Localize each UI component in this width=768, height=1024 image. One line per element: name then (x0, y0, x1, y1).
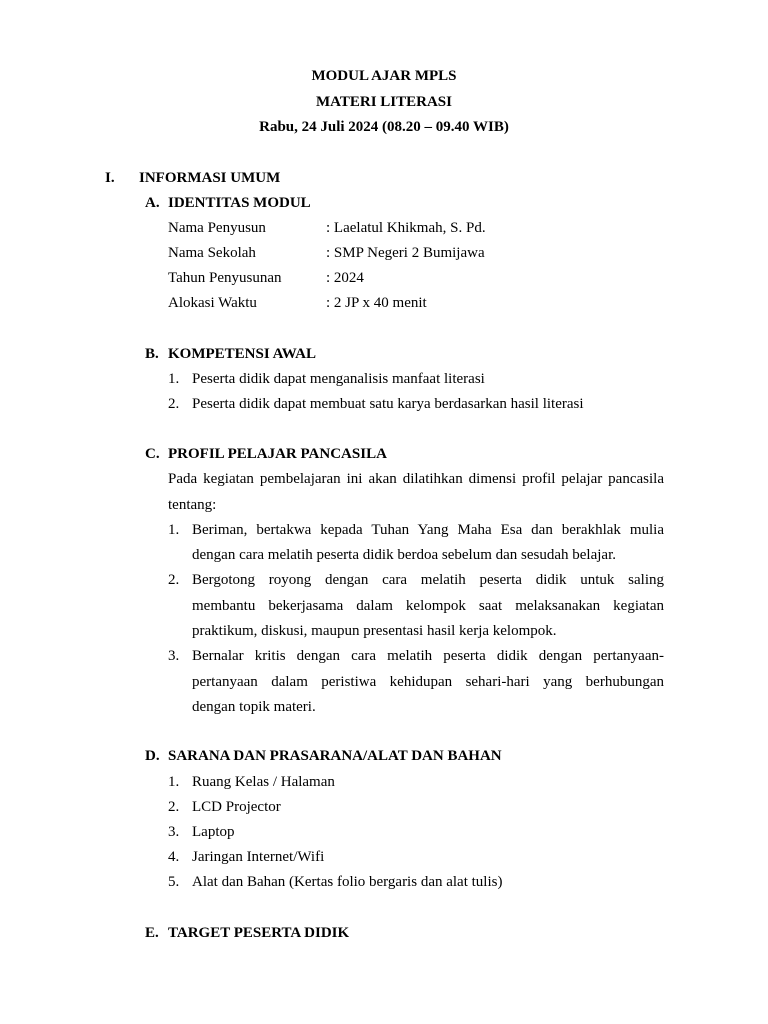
document-title: MODUL AJAR MPLS (311, 68, 457, 84)
identity-value: : Laelatul Khikmah, S. Pd. (326, 220, 486, 236)
list-item: Alat dan Bahan (Kertas folio bergaris dan alat tulis) (192, 874, 503, 890)
section-heading: INFORMASI UMUM (139, 170, 281, 186)
list-number: 2. (168, 572, 180, 588)
subsection-letter: D. (145, 748, 160, 764)
subsection-heading: KOMPETENSI AWAL (168, 346, 316, 362)
subsection-heading: SARANA DAN PRASARANA/ALAT DAN BAHAN (168, 748, 502, 764)
list-item-line: membantu bekerjasama dalam kelompok saat melaksanakan kegiatan (192, 598, 664, 614)
identity-value: : SMP Negeri 2 Bumijawa (326, 245, 485, 261)
list-number: 3. (168, 648, 180, 664)
list-item: Ruang Kelas / Halaman (192, 774, 335, 790)
list-item-line: pertanyaan dalam peristiwa kehidupan sehari-hari yang berhubungan (192, 674, 664, 690)
list-item: LCD Projector (192, 799, 281, 815)
document-schedule: Rabu, 24 Juli 2024 (08.20 – 09.40 WIB) (259, 119, 509, 135)
subsection-heading: PROFIL PELAJAR PANCASILA (168, 446, 387, 462)
identity-value: : 2 JP x 40 menit (326, 295, 427, 311)
list-item: Peserta didik dapat membuat satu karya berdasarkan hasil literasi (192, 396, 584, 412)
subsection-letter: B. (145, 346, 159, 362)
section-number: I. (105, 170, 115, 186)
subsection-letter: A. (145, 195, 160, 211)
identity-label: Nama Penyusun (168, 220, 266, 236)
paragraph-line: tentang: (168, 497, 217, 513)
list-number: 1. (168, 774, 180, 790)
list-number: 3. (168, 824, 180, 840)
list-number: 1. (168, 371, 180, 387)
list-item-line: praktikum, diskusi, maupun presentasi hasil kerja kelompok. (192, 623, 557, 639)
list-item: Jaringan Internet/Wifi (192, 849, 325, 865)
subsection-letter: E. (145, 925, 159, 941)
list-number: 2. (168, 396, 180, 412)
list-item-line: Bergotong royong dengan cara melatih peserta didik untuk saling (192, 572, 664, 588)
list-item-line: dengan topik materi. (192, 699, 316, 715)
identity-value: : 2024 (326, 270, 364, 286)
subsection-heading: TARGET PESERTA DIDIK (168, 925, 350, 941)
list-item: Peserta didik dapat menganalisis manfaat literasi (192, 371, 485, 387)
identity-label: Nama Sekolah (168, 245, 256, 261)
document-subtitle: MATERI LITERASI (315, 94, 452, 110)
subsection-heading: IDENTITAS MODUL (168, 195, 311, 211)
list-number: 5. (168, 874, 180, 890)
subsection-letter: C. (145, 446, 160, 462)
list-number: 1. (168, 522, 180, 538)
list-item-line: dengan cara melatih peserta didik berdoa sebelum dan sesudah belajar. (192, 547, 616, 563)
list-item: Laptop (192, 824, 235, 840)
identity-label: Alokasi Waktu (168, 295, 257, 311)
paragraph-line: Pada kegiatan pembelajaran ini akan dilatihkan dimensi profil pelajar pancasila (168, 471, 664, 487)
list-number: 4. (168, 849, 180, 865)
list-item-line: Beriman, bertakwa kepada Tuhan Yang Maha Esa dan berakhlak mulia (192, 522, 664, 538)
identity-label: Tahun Penyusunan (168, 270, 282, 286)
list-number: 2. (168, 799, 180, 815)
list-item-line: Bernalar kritis dengan cara melatih peserta didik dengan pertanyaan- (192, 648, 664, 664)
